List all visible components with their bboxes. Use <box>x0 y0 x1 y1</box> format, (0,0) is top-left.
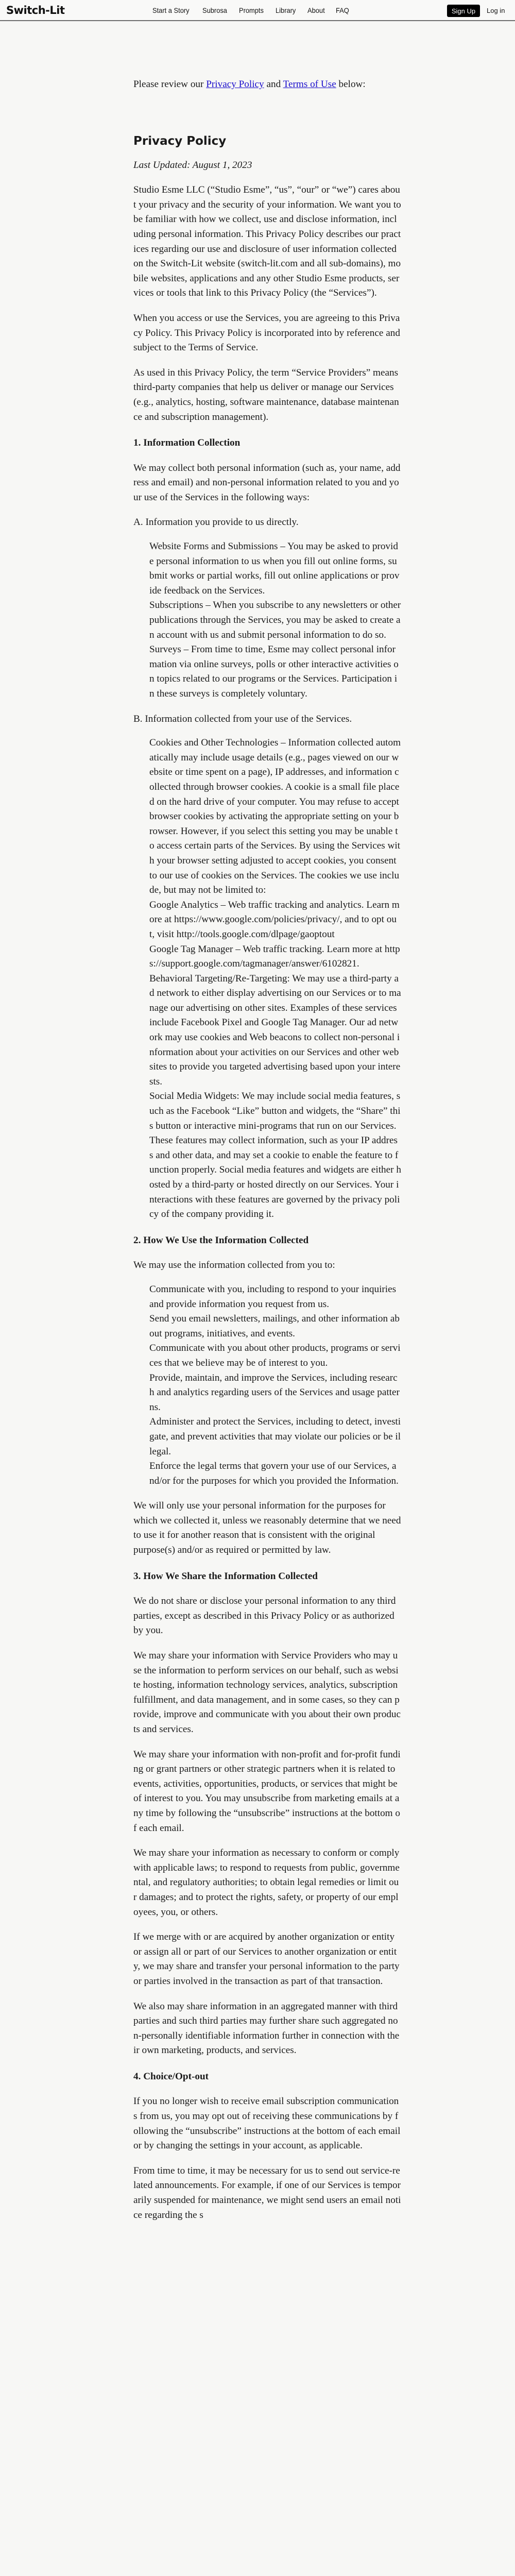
list-item: Behavioral Targeting/Re-Targeting: We may use a third-party ad network to either display advertising on our Services or to manage our advertising on other sites. Examples of these services include Facebook Pixel and Google Tag Manager. Our ad network may use cookies and Web beacons to collect non-personal information about your activities on our Services and other websites to provide you targeted advertising based upon your interests. <box>149 973 401 1087</box>
nav-about[interactable]: About <box>307 6 325 14</box>
list-item: Subscriptions – When you subscribe to any newsletters or other publications through the Services, you may be asked to create an account with us and submit personal information to do so. <box>149 600 401 640</box>
list-item: Provide, maintain, and improve the Services, including research and analytics regarding users of the Services and usage patterns. <box>149 1372 400 1413</box>
section-paragraph: We also may share information in an aggregated manner with third parties and such third parties may further share such aggregated non-personally identifiable information further in connection with their own marketing, products, and services. <box>133 2001 400 2056</box>
section-paragraph: We may use the information collected from you to: <box>133 1260 335 1271</box>
nav-subrosa[interactable]: Subrosa <box>202 6 227 14</box>
usage-info-list <box>149 736 401 1222</box>
list-item: Surveys – From time to time, Esme may collect personal information via online surveys, polls or other interactive activities on topics related to our programs or the Services. Participation in these surveys is completely voluntary. <box>149 644 399 699</box>
intro-suffix: below: <box>336 79 366 90</box>
list-item: Send you email newsletters, mailings, and other information about programs, initiatives, and events. <box>149 1313 400 1339</box>
subsection-heading: A. Information you provide to us directly. <box>133 517 299 528</box>
intro-paragraph: As used in this Privacy Policy, the term “Service Providers” means third-party companies that help us deliver or manage our Services (e.g., analytics, hosting, software maintenance, database maintenance and subscription management). <box>133 367 399 422</box>
direct-info-list <box>149 539 401 702</box>
intro-prefix: Please review our <box>133 79 207 90</box>
list-item: Enforce the legal terms that govern your use of our Services, and/or for the purposes for which you provided the Information. <box>149 1461 399 1486</box>
section-paragraph: We may collect both personal information (such as, your name, address and email) and non-personal information related to you and your use of the Services in the following ways: <box>133 462 401 503</box>
nav-start-a-story[interactable]: Start a Story <box>152 6 190 14</box>
list-item: Google Tag Manager – Web traffic tracking. Learn more at https://support.google.com/tagmanager/answer/6102821. <box>149 943 400 970</box>
list-item: Communicate with you, including to respond to your inquiries and provide information you request from us. <box>149 1283 397 1310</box>
section-paragraph: We may share your information as necessary to conform or comply with applicable laws; to respond to requests from public, governmental, and regulatory authorities; to obtain legal remedies or limit our damages; and to protect the rights, safety, or property of our employees, you, or others. <box>133 1848 400 1918</box>
intro-paragraph: Studio Esme LLC (“Studio Esme”, “us”, “our” or “we”) cares about your privacy and the security of your information. We want you to be familiar with how we collect, use and disclose information, including personal information. This Privacy Policy describes our practices regarding our use and disclosure of user information collected on the Switch-Lit website (switch-lit.com and all sub-domains), mobile websites, applications and any other Studio Esme products, services or tools that link to this Privacy Policy (the “Services”). <box>133 184 401 299</box>
log-in-link[interactable]: Log in <box>487 7 505 14</box>
list-item: Cookies and Other Technologies – Information collected automatically may include usage details (e.g., pages viewed on our website or time spent on a page), IP addresses, and information collected through browser cookies. A cookie is a small file placed on the hard drive of your computer. You may refuse to accept browser cookies by activating the appropriate setting on your browser. However, if you select this setting you may be unable to access certain parts of the Services. By using the Services with your browser setting adjusted to accept cookies, you consent to our use of cookies on the Services. The cookies we use include, but may not be limited to: <box>149 737 401 896</box>
list-item: Communicate with you about other products, programs or services that we believe may be of interest to you. <box>149 1343 401 1368</box>
main-nav <box>152 6 360 14</box>
section-paragraph: We do not share or disclose your personal information to any third parties, except as described in this Privacy Policy or as authorized by you. <box>133 1596 396 1636</box>
site-logo[interactable]: Switch-Lit <box>6 4 65 16</box>
review-intro <box>133 77 401 92</box>
list-item: Social Media Widgets: We may include social media features, such as the Facebook “Like” button and widgets, the “Share” this button or interactive mini-programs that run on our Services. These features may collect information, such as your IP address and other data, and may set a cookie to enable the feature to function properly. Social media features and widgets are either hosted by a third-party or hosted directly on our Services. Your interactions with these features are governed by the privacy policy of the company providing it. <box>149 1091 401 1220</box>
section-paragraph: We may share your information with non-profit and for-profit funding or grant partners or other strategic partners when it is related to events, activities, opportunities, products, or services that might be of interest to you. You may unsubscribe from marketing emails at any time by following the “unsubscribe” instructions at the bottom of each email. <box>133 1749 401 1834</box>
section-paragraph: We may share your information with Service Providers who may use the information to perform services on our behalf, such as website hosting, information technology services, analytics, subscription fulfillment, and data management, and in some cases, so they can provide, improve and communicate with you about their own products and services. <box>133 1650 401 1735</box>
policy-content <box>133 77 401 2223</box>
sign-up-button[interactable]: Sign Up <box>447 5 480 17</box>
nav-faq[interactable]: FAQ <box>336 6 350 14</box>
page-title: Privacy Policy <box>133 134 227 148</box>
terms-of-use-link[interactable]: Terms of Use <box>283 79 336 90</box>
section-paragraph: If you no longer wish to receive email subscription communications from us, you may opt out of receiving these communications by following the “unsubscribe” instructions at the bottom of each email or by changing the settings in your account, as applicable. <box>133 2096 401 2151</box>
section-paragraph: From time to time, it may be necessary for us to send out service-related announcements. For example, if one of our Services is temporarily suspended for maintenance, we might send users an email notice regarding the s <box>133 2165 401 2221</box>
use-list <box>149 1282 401 1488</box>
section-heading: 2. How We Use the Information Collected <box>133 1234 309 1246</box>
section-heading: 4. Choice/Opt-out <box>133 2071 209 2082</box>
last-updated: Last Updated: August 1, 2023 <box>133 159 252 171</box>
cookie-list <box>149 898 401 972</box>
section-paragraph: We will only use your personal information for the purposes for which we collected it, unless we reasonably determine that we need to use it for another reason that is consistent with the original purpose(s) and/or as required or permitted by law. <box>133 1500 401 1556</box>
intro-middle: and <box>264 79 283 90</box>
nav-prompts[interactable]: Prompts <box>238 6 264 14</box>
section-heading: 3. How We Share the Information Collected <box>133 1570 318 1582</box>
top-navigation-bar <box>0 0 515 21</box>
subsection-heading: B. Information collected from your use of the Services. <box>133 713 352 724</box>
list-item: Administer and protect the Services, including to detect, investigate, and prevent activities that may violate our policies or be illegal. <box>149 1416 401 1457</box>
section-heading: 1. Information Collection <box>133 437 241 449</box>
list-item: Website Forms and Submissions – You may be asked to provide personal information to us when you fill out online forms, submit works or partial works, fill out online applications or provide feedback on the Services. <box>149 541 400 596</box>
list-item: Google Analytics – Web traffic tracking and analytics. Learn more at https://www.google.com/policies/privacy/, and to opt out, visit http://tools.google.com/dlpage/gaoptout <box>149 899 400 940</box>
nav-library[interactable]: Library <box>276 6 296 14</box>
privacy-policy-link[interactable]: Privacy Policy <box>206 79 264 90</box>
intro-paragraph: When you access or use the Services, you are agreeing to this Privacy Policy. This Privacy Policy is incorporated into by reference and subject to the Terms of Service. <box>133 312 400 353</box>
section-paragraph: If we merge with or are acquired by another organization or entity or assign all or part of our Services to another organization or entity, we may share and transfer your personal information to the party or parties involved in the transaction as part of that transaction. <box>133 1931 400 1987</box>
